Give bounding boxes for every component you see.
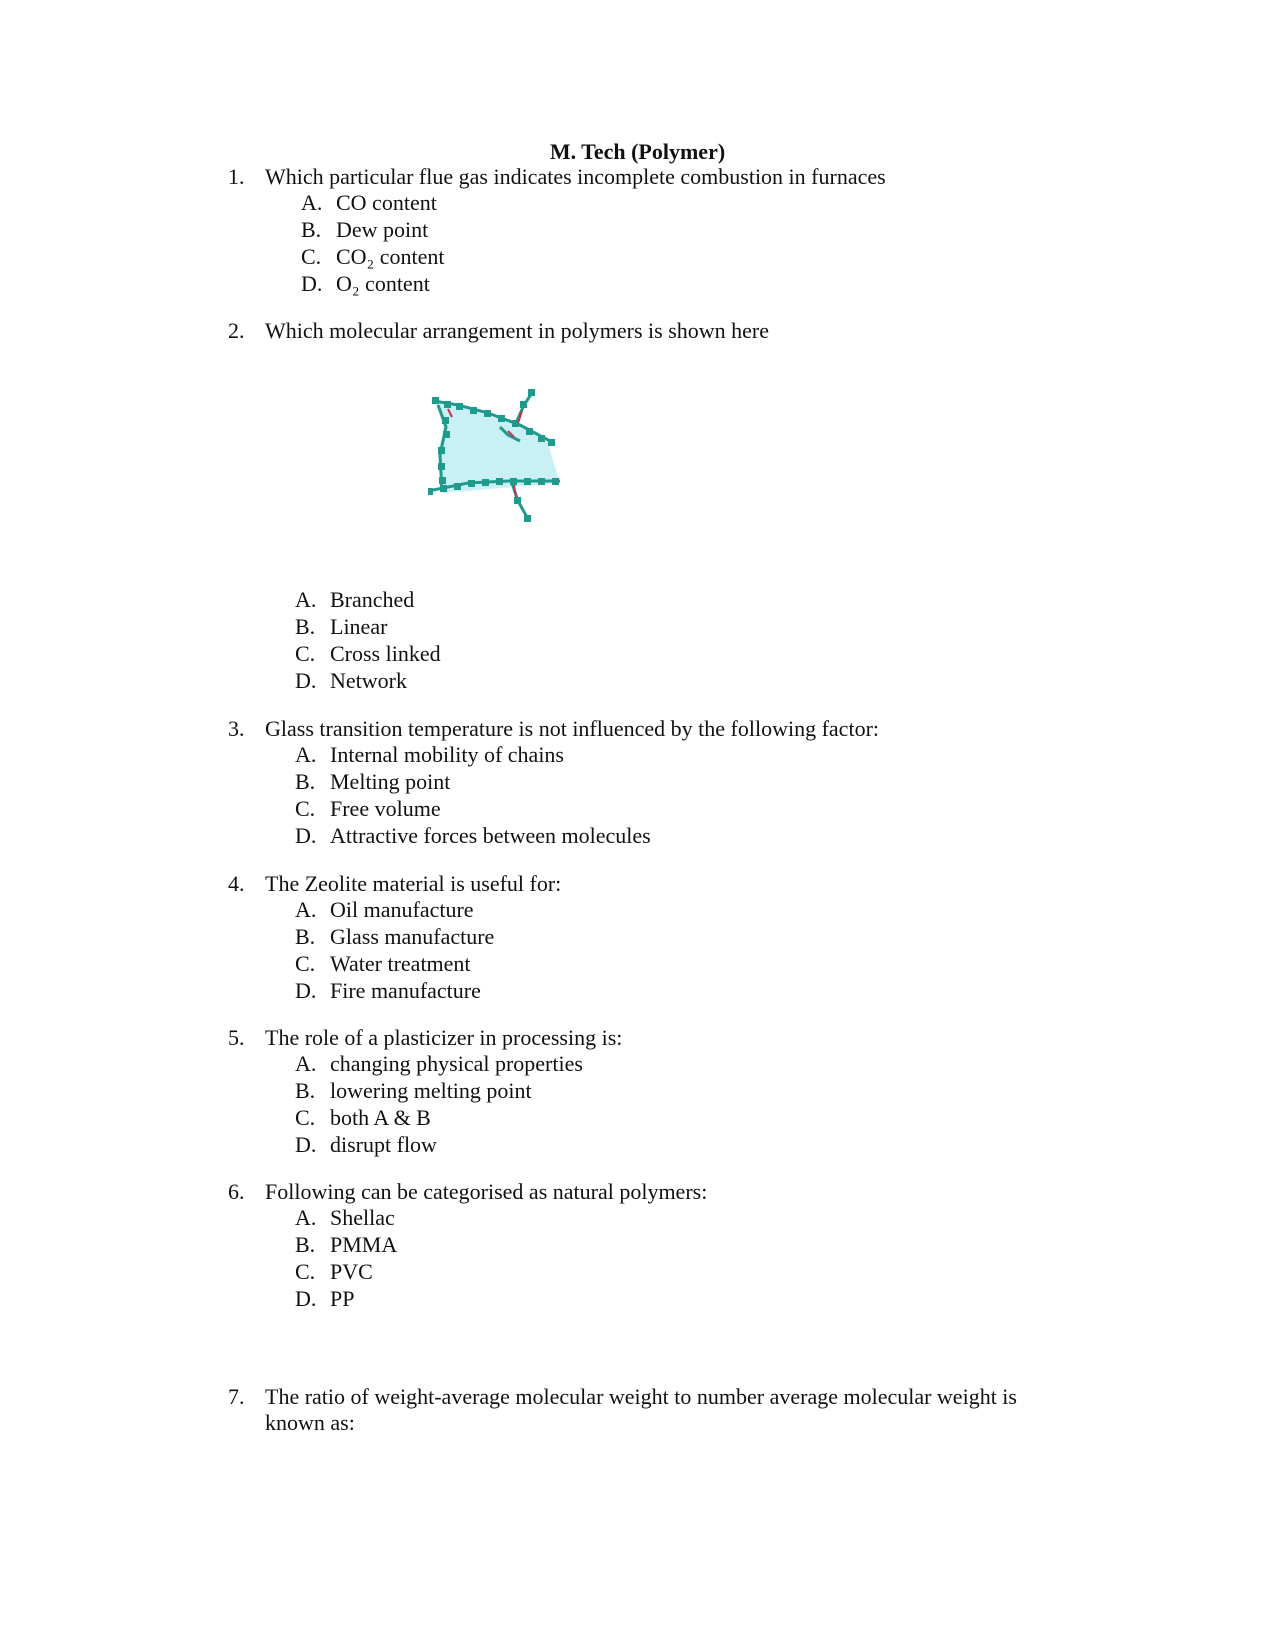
option-a: A. Oil manufacture bbox=[295, 897, 474, 922]
question-4 bbox=[228, 871, 1088, 1005]
question-1 bbox=[228, 164, 1088, 298]
option-a: A. CO content bbox=[301, 190, 437, 215]
option-c: C. CO₂ content bbox=[301, 244, 445, 269]
question-3 bbox=[228, 716, 1088, 850]
option-a: A. Branched bbox=[295, 587, 415, 612]
option-b: B. lowering melting point bbox=[295, 1078, 532, 1103]
option-a: A. Shellac bbox=[295, 1205, 395, 1230]
option-a: A. changing physical properties bbox=[295, 1051, 583, 1076]
option-d: D. Attractive forces between molecules bbox=[295, 823, 651, 848]
question-text: The Zeolite material is useful for: bbox=[265, 871, 562, 896]
option-b: B. PMMA bbox=[295, 1232, 398, 1257]
option-d: D. Network bbox=[295, 668, 407, 693]
option-b: B. Linear bbox=[295, 614, 388, 639]
question-text: The ratio of weight-average molecular weight to number average molecular weight is known as: bbox=[265, 1384, 1017, 1435]
option-d: D. disrupt flow bbox=[295, 1132, 437, 1157]
option-b: B. Melting point bbox=[295, 769, 451, 794]
option-c: C. both A & B bbox=[295, 1105, 431, 1130]
option-list bbox=[301, 190, 1088, 298]
question-text: The role of a plasticizer in processing is: bbox=[265, 1025, 623, 1050]
option-b: B. Glass manufacture bbox=[295, 924, 495, 949]
option-d: D. O₂ content bbox=[301, 271, 430, 296]
option-c: C. PVC bbox=[295, 1259, 373, 1284]
question-number: 2. bbox=[228, 318, 245, 343]
page-title: M. Tech (Polymer) bbox=[549, 139, 726, 164]
option-list bbox=[295, 1051, 1088, 1159]
option-c: C. Free volume bbox=[295, 796, 441, 821]
question-number: 3. bbox=[228, 716, 245, 741]
question-number: 1. bbox=[228, 164, 245, 189]
question-text: Following can be categorised as natural polymers: bbox=[265, 1179, 708, 1204]
question-number: 4. bbox=[228, 871, 245, 896]
question-number: 6. bbox=[228, 1179, 245, 1204]
option-c: C. Water treatment bbox=[295, 951, 471, 976]
question-text: Glass transition temperature is not influenced by the following factor: bbox=[265, 716, 880, 741]
option-a: A. Internal mobility of chains bbox=[295, 742, 564, 767]
question-2-options bbox=[228, 587, 1088, 695]
question-6 bbox=[228, 1179, 1088, 1313]
option-list bbox=[295, 897, 1088, 1005]
question-number: 7. bbox=[228, 1384, 245, 1409]
option-b: B. Dew point bbox=[301, 217, 429, 242]
option-d: D. Fire manufacture bbox=[295, 978, 481, 1003]
question-7 bbox=[228, 1384, 1088, 1436]
option-list bbox=[295, 587, 1088, 695]
question-5 bbox=[228, 1025, 1088, 1159]
question-text: Which particular flue gas indicates incomplete combustion in furnaces bbox=[265, 164, 886, 189]
question-2 bbox=[228, 318, 1088, 344]
polymer-network-figure bbox=[428, 365, 788, 615]
option-d: D. PP bbox=[295, 1286, 355, 1311]
option-list bbox=[295, 742, 1088, 850]
option-c: C. Cross linked bbox=[295, 641, 441, 666]
option-list bbox=[295, 1205, 1088, 1313]
polymer-network-icon bbox=[428, 365, 788, 615]
question-number: 5. bbox=[228, 1025, 245, 1050]
question-text: Which molecular arrangement in polymers is shown here bbox=[265, 318, 770, 343]
